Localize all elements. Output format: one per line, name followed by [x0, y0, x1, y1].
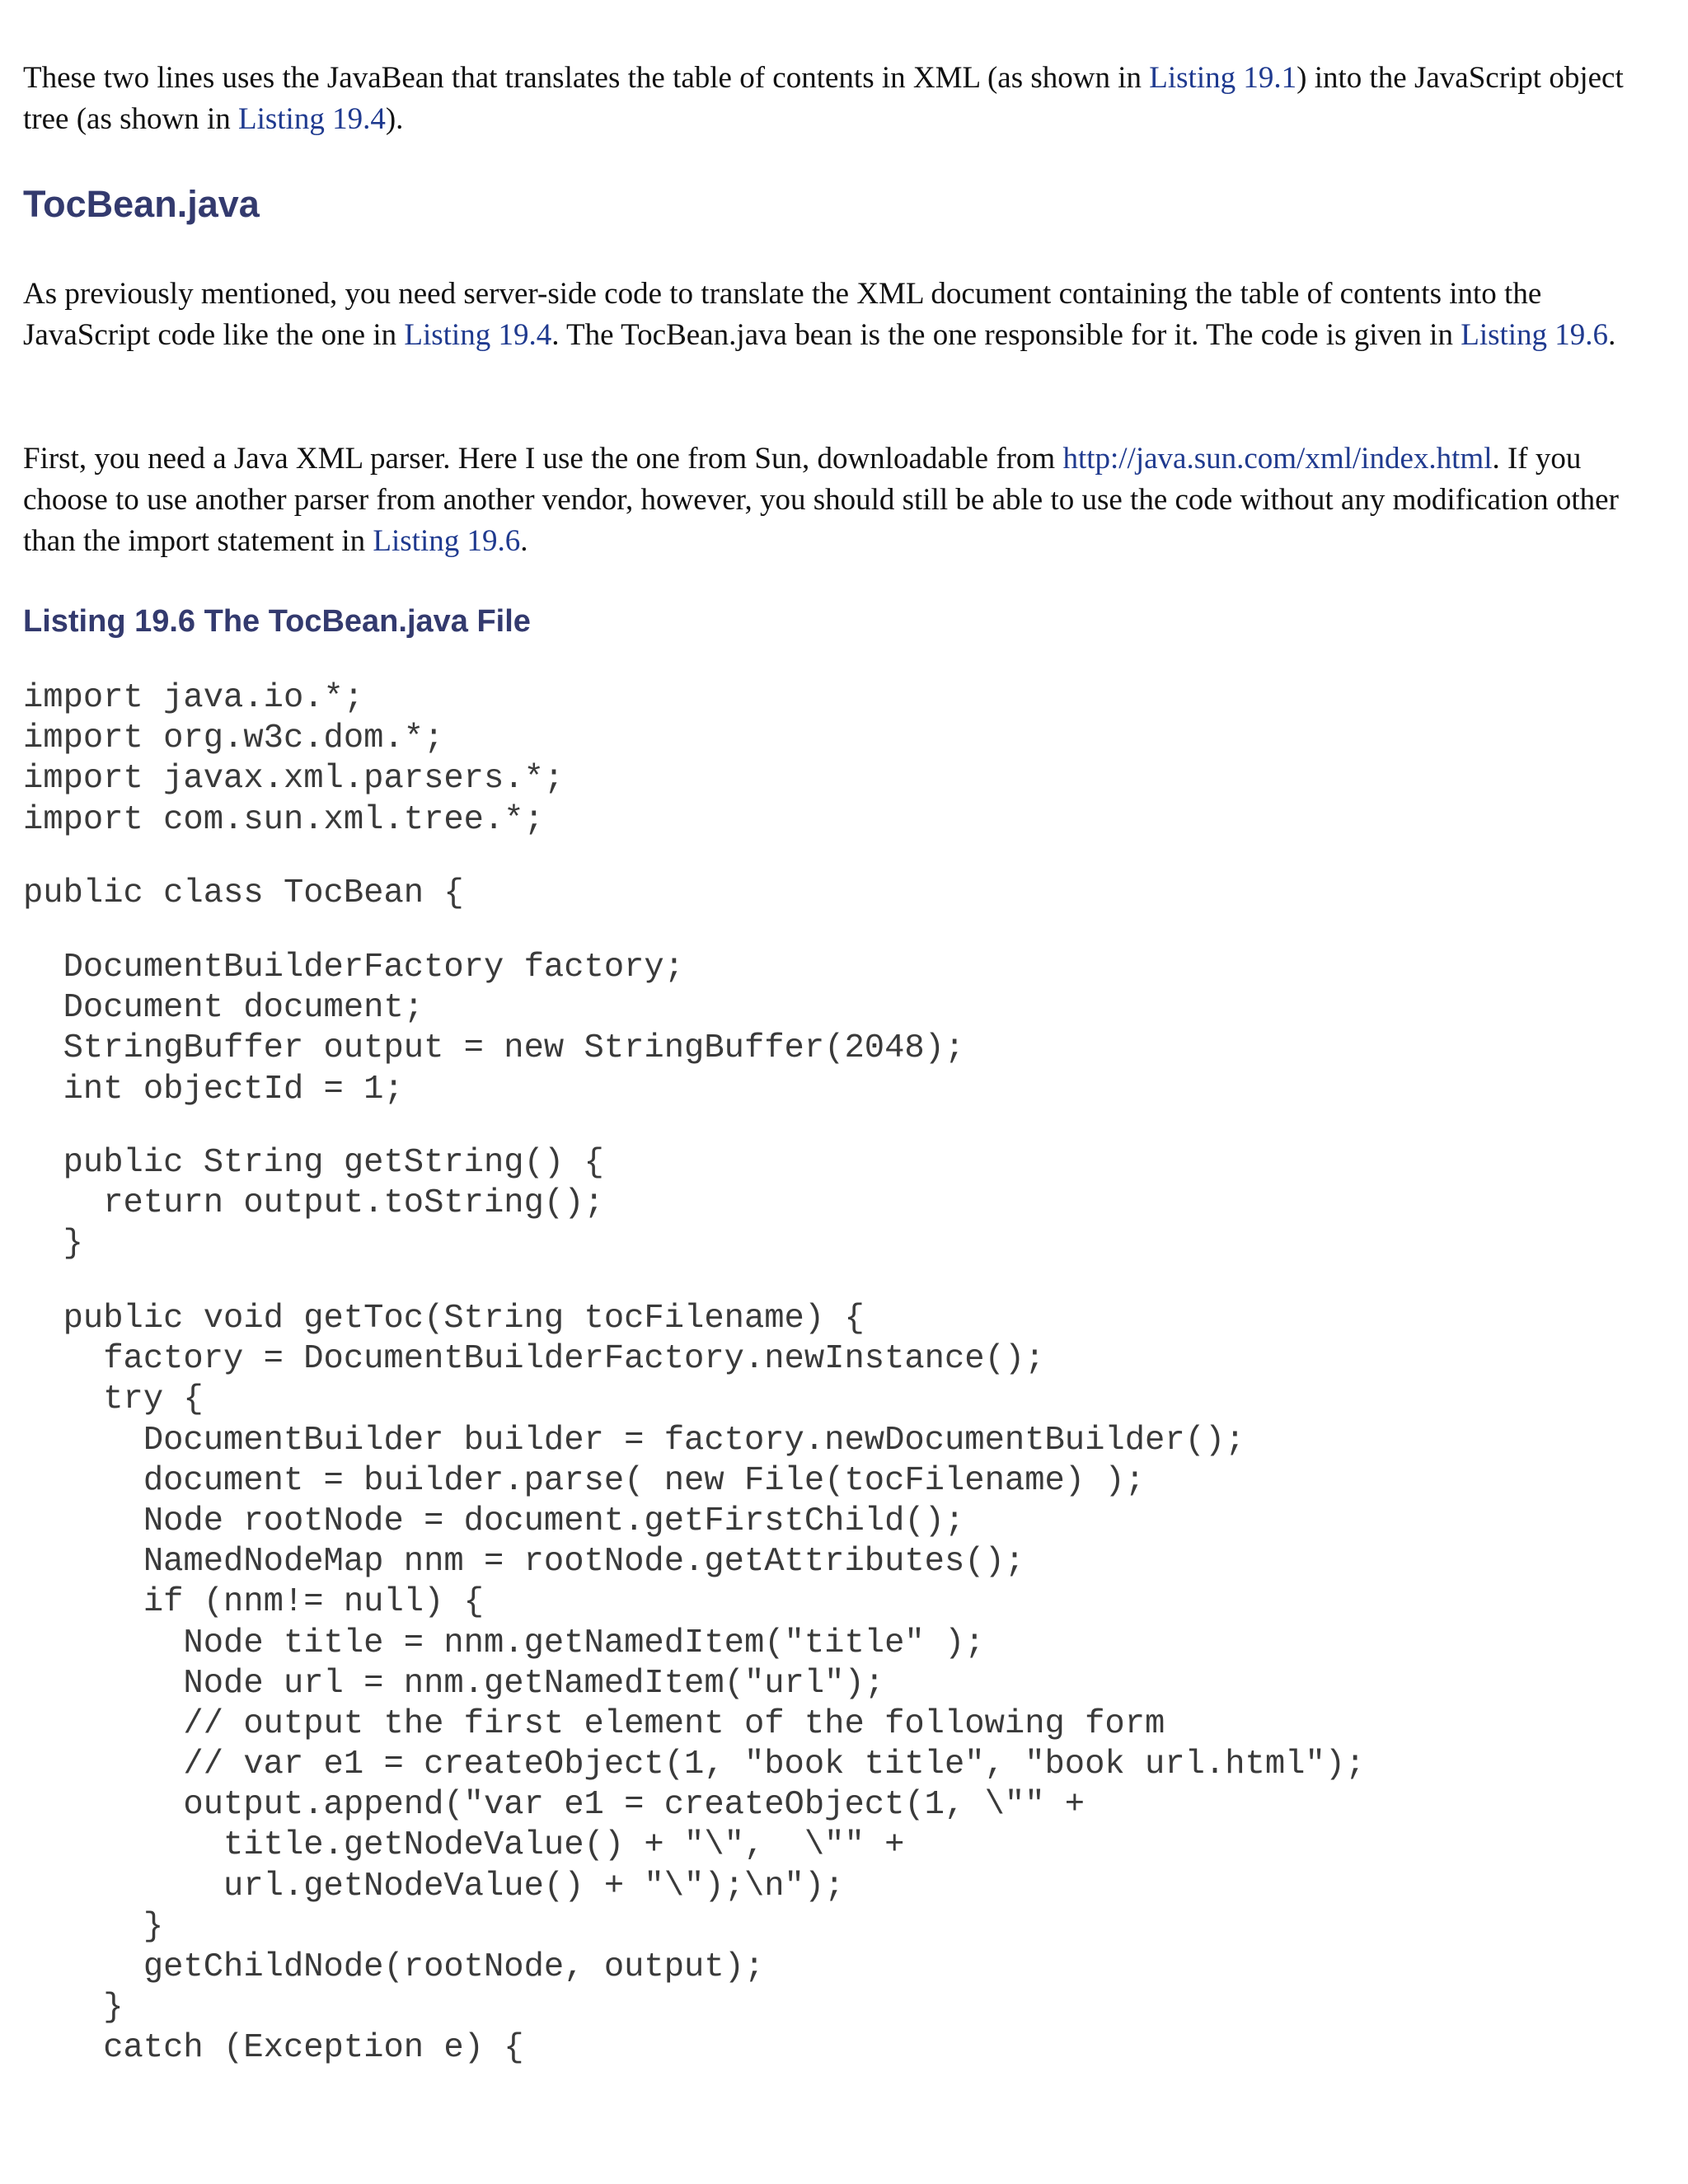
code-line: Node url = nnm.getNamedItem("url"); [23, 1664, 885, 1703]
code-line: catch (Exception e) { [23, 2029, 524, 2068]
server-side-text-2: . The TocBean.java bean is the one responsible for it. The code is given in [551, 318, 1461, 352]
code-line: import org.w3c.dom.*; [23, 719, 444, 758]
code-get-toc [23, 1299, 1663, 2069]
parser-text-2: . If you choose to use another parser from another vendor, however, you should still be able to use the code without any modification other than the import statement in [23, 442, 1619, 558]
code-line: } [23, 1907, 164, 1946]
code-line: NamedNodeMap nnm = rootNode.getAttributes(); [23, 1543, 1025, 1582]
listing-19-6-link-2[interactable]: Listing 19.6 [373, 524, 521, 558]
code-line: // var e1 = createObject(1, "book title", "book url.html"); [23, 1746, 1366, 1784]
sun-xml-url-link[interactable]: http://java.sun.com/xml/index.html [1062, 442, 1493, 476]
code-line: import javax.xml.parsers.*; [23, 760, 565, 799]
listing-19-4-link[interactable]: Listing 19.4 [238, 102, 386, 136]
code-line: import java.io.*; [23, 679, 364, 717]
code-line: if (nnm!= null) { [23, 1583, 484, 1622]
code-line: import com.sun.xml.tree.*; [23, 800, 544, 839]
parser-text-1: First, you need a Java XML parser. Here I use the one from Sun, downloadable from [23, 442, 1063, 476]
code-line: Node rootNode = document.getFirstChild(); [23, 1502, 965, 1540]
section-title: TocBean.java [23, 183, 260, 225]
intro-text-3: ). [385, 102, 404, 136]
code-fields [23, 948, 1663, 1110]
code-line: DocumentBuilder builder = factory.newDocumentBuilder(); [23, 1421, 1245, 1460]
intro-paragraph [23, 58, 1663, 140]
intro-paragraph-wrap [23, 58, 1663, 140]
code-line: } [23, 1225, 83, 1263]
intro-text-2: ) into the JavaScript object tree (as shown in [23, 61, 1624, 136]
listing-19-6-link[interactable]: Listing 19.6 [1461, 318, 1609, 352]
server-side-paragraph-wrap [23, 274, 1663, 356]
listing-title: Listing 19.6 The TocBean.java File [23, 604, 531, 639]
code-get-string [23, 1143, 1663, 1265]
code-line: title.getNodeValue() + "\", \"" + [23, 1826, 905, 1865]
code-line: public String getString() { [23, 1144, 604, 1182]
server-side-text-1: As previously mentioned, you need server-side code to translate the XML document containing the table of contents into the JavaScript code like the one in [23, 277, 1542, 352]
code-line: public void getToc(String tocFilename) { [23, 1300, 865, 1338]
listing-19-1-link[interactable]: Listing 19.1 [1149, 61, 1297, 95]
code-line: int objectId = 1; [23, 1070, 404, 1108]
code-imports [23, 678, 1663, 841]
server-side-paragraph [23, 274, 1663, 356]
code-line: url.getNodeValue() + "\");\n"); [23, 1867, 845, 1905]
intro-text-1: These two lines uses the JavaBean that translates the table of contents in XML (as shown in [23, 61, 1150, 95]
code-line: Document document; [23, 989, 424, 1028]
code-line: StringBuffer output = new StringBuffer(2048); [23, 1029, 965, 1068]
code-line: factory = DocumentBuilderFactory.newInstance(); [23, 1340, 1045, 1379]
parser-paragraph [23, 438, 1663, 562]
listing-19-4-link-2[interactable]: Listing 19.4 [404, 318, 552, 352]
code-line: output.append("var e1 = createObject(1, \"" + [23, 1786, 1085, 1825]
code-line: try { [23, 1380, 204, 1419]
code-class-decl [23, 874, 1663, 914]
parser-paragraph-wrap [23, 438, 1663, 562]
code-line: getChildNode(rootNode, output); [23, 1948, 765, 1986]
parser-text-3: . [520, 524, 528, 558]
server-side-text-3: . [1608, 318, 1616, 352]
code-line: return output.toString(); [23, 1184, 604, 1223]
code-line: DocumentBuilderFactory factory; [23, 949, 685, 987]
code-line: } [23, 1989, 124, 2027]
code-line: Node title = nnm.getNamedItem("title" ); [23, 1624, 985, 1662]
code-line: document = builder.parse( new File(tocFilename) ); [23, 1461, 1146, 1500]
code-line: public class TocBean { [23, 874, 464, 912]
code-line: // output the first element of the following form [23, 1704, 1165, 1743]
